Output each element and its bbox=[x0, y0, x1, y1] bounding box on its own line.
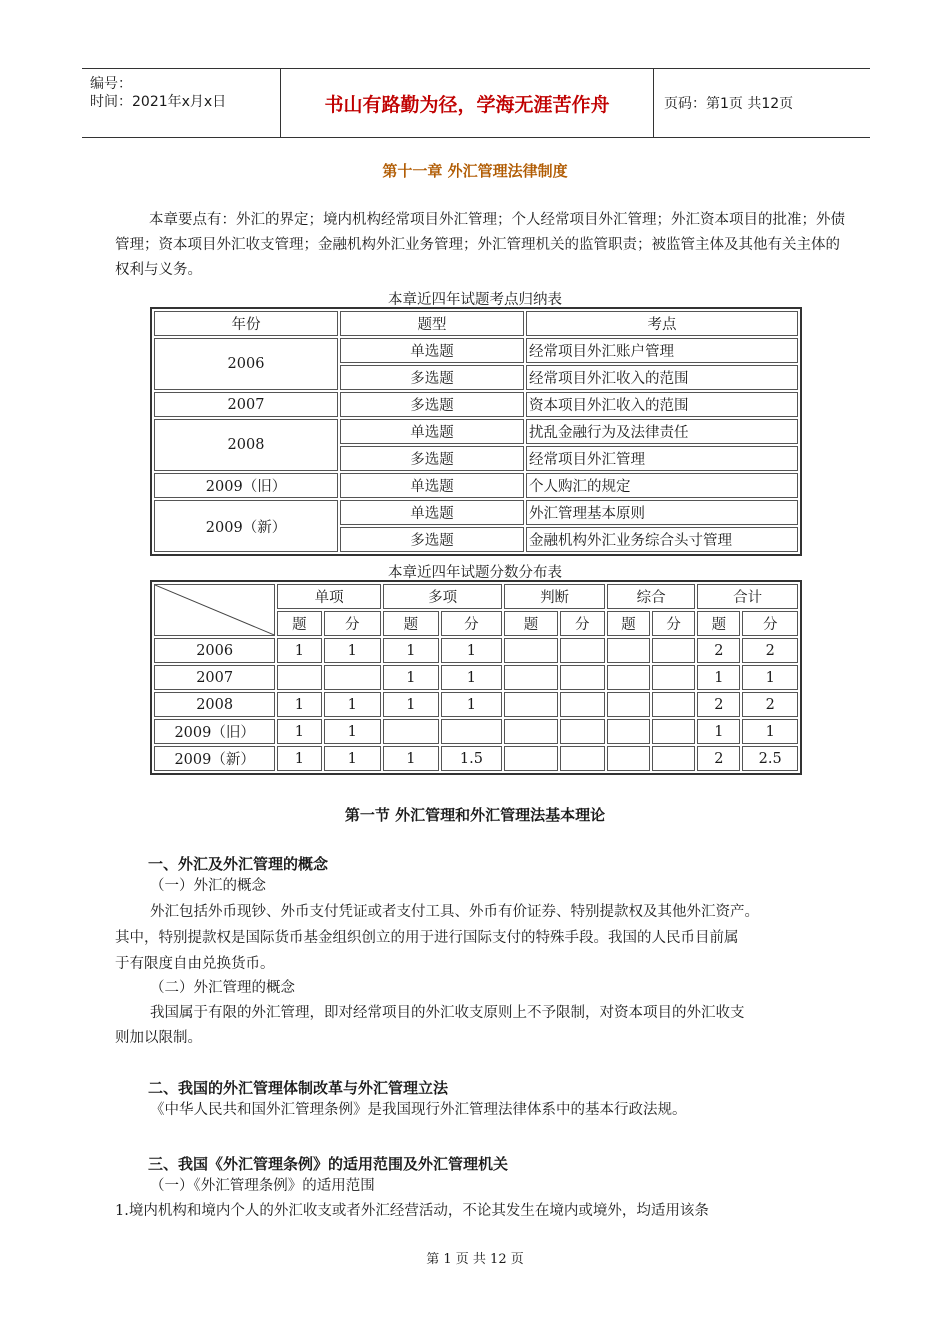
score-distribution-table bbox=[150, 580, 802, 775]
table2-value-cell bbox=[560, 692, 605, 717]
table1-point-cell: 经常项目外汇账户管理 bbox=[526, 338, 798, 363]
table1-type-cell: 多选题 bbox=[340, 446, 524, 471]
table2-value-cell bbox=[607, 746, 650, 771]
exam-points-table bbox=[150, 307, 802, 556]
table2-value-cell bbox=[652, 719, 695, 744]
table-row bbox=[154, 419, 798, 444]
table1-type-cell: 单选题 bbox=[340, 500, 524, 525]
section-title: 第一节 外汇管理和外汇管理法基本理论 bbox=[344, 806, 606, 824]
page-footer: 第 1 页 共 12 页 bbox=[426, 1252, 524, 1267]
table1-point-cell: 外汇管理基本原则 bbox=[526, 500, 798, 525]
s2-heading: 二、我国的外汇管理体制改革与外汇管理立法 bbox=[148, 1079, 449, 1097]
table2-value-cell bbox=[504, 665, 557, 690]
table2-caption: 本章近四年试题分数分布表 bbox=[388, 565, 562, 581]
table2-value-cell bbox=[652, 692, 695, 717]
table-row bbox=[154, 665, 798, 690]
table2-value-cell: 1 bbox=[277, 692, 321, 717]
table2-value-cell: 1 bbox=[441, 692, 503, 717]
table2-value-cell bbox=[607, 692, 650, 717]
s1-p1c: 于有限度自由兑换货币。 bbox=[115, 956, 275, 972]
table1-year-cell: 2009（新） bbox=[154, 500, 338, 552]
table-row bbox=[154, 500, 798, 525]
table1-type-cell: 多选题 bbox=[340, 365, 524, 390]
table1-point-cell: 扰乱金融行为及法律责任 bbox=[526, 419, 798, 444]
diagonal-line bbox=[155, 585, 274, 635]
table-row bbox=[154, 692, 798, 717]
table2-value-cell: 1 bbox=[324, 719, 382, 744]
s1-sub2: （二）外汇管理的概念 bbox=[150, 980, 295, 996]
table2-value-cell bbox=[441, 719, 503, 744]
s1-heading: 一、外汇及外汇管理的概念 bbox=[148, 855, 329, 873]
table2-category-cell: 综合 bbox=[607, 584, 695, 609]
table2-value-cell: 1 bbox=[277, 638, 321, 663]
table2-sub-cell: 分 bbox=[324, 611, 382, 636]
table2-value-cell: 1 bbox=[697, 719, 740, 744]
chapter-title: 第十一章 外汇管理法律制度 bbox=[382, 162, 568, 180]
table1-type-cell: 多选题 bbox=[340, 392, 524, 417]
s3-sub1: （一）《外汇管理条例》的适用范围 bbox=[150, 1178, 375, 1194]
table1-point-cell: 金融机构外汇业务综合头寸管理 bbox=[526, 527, 798, 552]
s1-p1a: 外汇包括外币现钞、外币支付凭证或者支付工具、外币有价证券、特别提款权及其他外汇资产。 bbox=[150, 904, 759, 920]
table2-value-cell bbox=[607, 719, 650, 744]
s1-p1b: 其中，特别提款权是国际货币基金组织创立的用于进行国际支付的特殊手段。我国的人民币目前属 bbox=[115, 930, 739, 946]
table2-value-cell: 1 bbox=[324, 638, 382, 663]
table2-value-cell: 1 bbox=[324, 692, 382, 717]
table2-value-cell: 2.5 bbox=[742, 746, 798, 771]
table1-type-cell: 多选题 bbox=[340, 527, 524, 552]
page-header bbox=[82, 68, 870, 138]
table2-value-cell: 2 bbox=[697, 638, 740, 663]
table2-value-cell: 2 bbox=[697, 692, 740, 717]
table2-value-cell bbox=[560, 665, 605, 690]
table2-corner-cell bbox=[154, 584, 275, 636]
table2-value-cell bbox=[652, 665, 695, 690]
table2-value-cell bbox=[504, 692, 557, 717]
table2-value-cell bbox=[277, 665, 321, 690]
table1-point-cell: 经常项目外汇收入的范围 bbox=[526, 365, 798, 390]
s1-sub1: （一）外汇的概念 bbox=[150, 878, 266, 894]
s2-paragraph: 《中华人民共和国外汇管理条例》是我国现行外汇管理法律体系中的基本行政法规。 bbox=[150, 1102, 687, 1118]
code-label: 编号： bbox=[90, 76, 132, 92]
table2-category-cell: 单项 bbox=[277, 584, 381, 609]
table2-sub-cell: 分 bbox=[560, 611, 605, 636]
header-meta bbox=[82, 69, 281, 137]
table2-sub-cell: 题 bbox=[697, 611, 740, 636]
table2-value-cell bbox=[504, 746, 557, 771]
table2-sub-cell: 题 bbox=[277, 611, 321, 636]
table1-point-cell: 个人购汇的规定 bbox=[526, 473, 798, 498]
table2-category-cell: 判断 bbox=[504, 584, 605, 609]
table-row bbox=[154, 338, 798, 363]
table2-year-cell: 2007 bbox=[154, 665, 275, 690]
table-row bbox=[154, 719, 798, 744]
table2-value-cell: 2 bbox=[697, 746, 740, 771]
table2-value-cell: 1 bbox=[697, 665, 740, 690]
date-label: 时间：2021年x月x日 bbox=[90, 94, 227, 110]
table1-year-cell: 2008 bbox=[154, 419, 338, 471]
table2-value-cell bbox=[324, 665, 382, 690]
table1-type-cell: 单选题 bbox=[340, 419, 524, 444]
table-row bbox=[154, 638, 798, 663]
s3-heading: 三、我国《外汇管理条例》的适用范围及外汇管理机关 bbox=[148, 1155, 509, 1173]
table2-year-cell: 2009（新） bbox=[154, 746, 275, 771]
header-motto: 书山有路勤为径，学海无涯苦作舟 bbox=[281, 69, 654, 137]
table2-value-cell: 1 bbox=[383, 665, 439, 690]
table1-header-cell: 年份 bbox=[154, 311, 338, 336]
table2-value-cell: 2 bbox=[742, 692, 798, 717]
table-row bbox=[154, 473, 798, 498]
table2-value-cell bbox=[560, 719, 605, 744]
table2-sub-cell: 分 bbox=[441, 611, 503, 636]
table2-year-cell: 2009（旧） bbox=[154, 719, 275, 744]
table2-sub-cell: 分 bbox=[652, 611, 695, 636]
table2-value-cell bbox=[652, 746, 695, 771]
table2-value-cell: 1 bbox=[383, 692, 439, 717]
s1-p2a: 我国属于有限的外汇管理，即对经常项目的外汇收支原则上不予限制，对资本项目的外汇收支 bbox=[150, 1005, 745, 1021]
table2-value-cell: 1 bbox=[277, 719, 321, 744]
table2-value-cell bbox=[652, 638, 695, 663]
table1-type-cell: 单选题 bbox=[340, 473, 524, 498]
table2-value-cell: 1 bbox=[324, 746, 382, 771]
table2-value-cell: 1 bbox=[742, 719, 798, 744]
table2-category-cell: 合计 bbox=[697, 584, 798, 609]
table2-value-cell: 1.5 bbox=[441, 746, 503, 771]
table2-value-cell bbox=[560, 638, 605, 663]
table2-year-cell: 2006 bbox=[154, 638, 275, 663]
table2-value-cell: 1 bbox=[742, 665, 798, 690]
table1-year-cell: 2007 bbox=[154, 392, 338, 417]
table2-value-cell bbox=[607, 638, 650, 663]
table1-header-cell: 考点 bbox=[526, 311, 798, 336]
table2-value-cell bbox=[560, 746, 605, 771]
intro-paragraph: 本章要点有：外汇的界定；境内机构经常项目外汇管理；个人经常项目外汇管理；外汇资本项目的批准；外债管理；资本项目外汇收支管理；金融机构外汇业务管理；外汇管理机关的监管职责；被监管主体及其他有关主体的权利与义务。 bbox=[115, 212, 845, 278]
table2-value-cell bbox=[504, 719, 557, 744]
table2-value-cell: 1 bbox=[441, 638, 503, 663]
table2-sub-cell: 题 bbox=[607, 611, 650, 636]
table2-value-cell: 2 bbox=[742, 638, 798, 663]
table2-value-cell: 1 bbox=[441, 665, 503, 690]
table2-value-cell: 1 bbox=[383, 746, 439, 771]
table1-header-cell: 题型 bbox=[340, 311, 524, 336]
table-row bbox=[154, 392, 798, 417]
table2-sub-cell: 题 bbox=[383, 611, 439, 636]
table2-sub-cell: 题 bbox=[504, 611, 557, 636]
table2-category-cell: 多项 bbox=[383, 584, 502, 609]
table2-year-cell: 2008 bbox=[154, 692, 275, 717]
table1-point-cell: 资本项目外汇收入的范围 bbox=[526, 392, 798, 417]
header-page-label: 页码：第1页 共12页 bbox=[664, 96, 794, 112]
table2-value-cell bbox=[504, 638, 557, 663]
table1-year-cell: 2006 bbox=[154, 338, 338, 390]
s3-paragraph: 1.境内机构和境内个人的外汇收支或者外汇经营活动，不论其发生在境内或境外，均适用该条 bbox=[115, 1203, 709, 1219]
table2-value-cell bbox=[383, 719, 439, 744]
table1-header-row bbox=[154, 311, 798, 336]
table2-header-row bbox=[154, 584, 798, 609]
table-row bbox=[154, 746, 798, 771]
table1-type-cell: 单选题 bbox=[340, 338, 524, 363]
table2-value-cell: 1 bbox=[277, 746, 321, 771]
table2-value-cell bbox=[607, 665, 650, 690]
table1-caption: 本章近四年试题考点归纳表 bbox=[388, 292, 562, 308]
table1-point-cell: 经常项目外汇管理 bbox=[526, 446, 798, 471]
table1-year-cell: 2009（旧） bbox=[154, 473, 338, 498]
table2-value-cell: 1 bbox=[383, 638, 439, 663]
table2-sub-cell: 分 bbox=[742, 611, 798, 636]
s1-p2b: 则加以限制。 bbox=[115, 1030, 202, 1046]
